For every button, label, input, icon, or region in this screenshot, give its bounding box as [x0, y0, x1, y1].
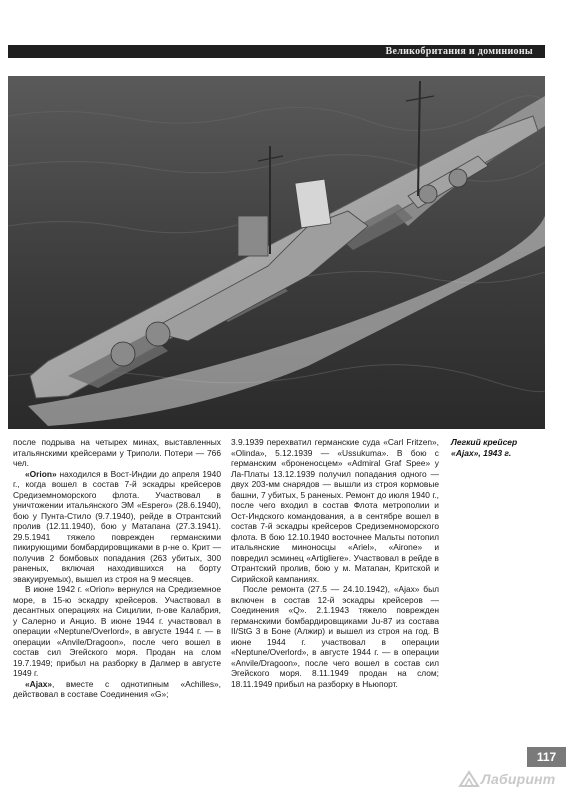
- ship-name: «Ajax»: [25, 678, 53, 689]
- page-number-box: [527, 747, 566, 767]
- text-column-middle: [231, 437, 439, 689]
- paragraph: после подрыва на четырех минах, выставленных итальянскими крейсерами у Триполи. Потери — 766 чел.: [13, 437, 221, 468]
- watermark-text: Лабиринт: [481, 771, 556, 787]
- labirint-logo-icon: [458, 770, 480, 788]
- cruiser-photo-image: [8, 76, 545, 429]
- paragraph-text: находился в Вост-Индии до апреля 1940 г., когда вошел в состав 7-й эскадры крейсеров Средиземноморского флота. Участвовал в уничтожении итальянского ЭМ «Espero» (28.6.1940), бою у Пунта-Стило (9.7.1940), рейде в Отрантский пролив (12.11.1940), бою у Матапана (27.3.1941). 29.5.1941 тяжело поврежден германскими пикирующими бомбардировщиками в р-не о. Крит — получив 2 бомбовых попадания (263 убитых, 300 раненых, включая находившихся на борту эвакуируемых), вышел из строя на 9 месяцев.: [13, 468, 221, 584]
- page-number: 117: [536, 750, 557, 764]
- running-header: Великобритания и доминионы: [385, 46, 533, 57]
- paragraph: После ремонта (27.5 — 24.10.1942), «Ajax» был включен в состав 12-й эскадры крейсеров — Соединения «Q». 2.1.1943 тяжело поврежден германскими бомбардировщиками Ju-87 из состава II/StG 3 в Боне (Алжир) и вышел из строя на год. В июне 1944 г. участвовал в операции «Neptune/Overlord», в августе 1944 г. — в операции «Anvile/Dragoon», после чего вошел в состав сил Эгейского моря. 8.11.1949 продан на слом; 18.11.1949 прибыл на разборку в Ньюпорт.: [231, 584, 439, 689]
- header-bar: [8, 45, 545, 58]
- ship-name: «Orion»: [25, 468, 57, 479]
- caption-line-2: «Ajax», 1943 г.: [451, 448, 512, 458]
- photo-caption: [451, 437, 551, 459]
- paragraph: [13, 469, 221, 585]
- paragraph-text: , вместе с однотипным «Achilles», действовал в составе Соединения «G»;: [13, 678, 221, 699]
- cruiser-photo: [8, 76, 545, 429]
- paragraph: 3.9.1939 перехватил германские суда «Carl Fritzen», «Olinda», 5.12.1939 — «Ussukuma». В бою с германским «броненосцем» «Admiral Graf Spee» у Ла-Платы 13.12.1939 получил попадания одного — двух 203-мм снарядов — вышли из строя кормовые башни, 7 убитых, 5 раненых. Ремонт до июля 1940 г., после чего входил в состав Флота метрополии и Ост-Индского командования, а в сентябре вошел в состав 7-й эскадры крейсеров Средиземноморского флота. В бою 12.10.1940 восточнее Мальты потопил итальянские миноносцы «Ariel», «Airone» и повредил эсминец «Artigliere». Участвовал в рейде в Отрантский пролив, бою у м. Матапан, Критской и Сирийской кампаниях.: [231, 437, 439, 584]
- text-column-left: [13, 437, 221, 700]
- paragraph: В июне 1942 г. «Orion» вернулся на Средиземное море, в 15-ю эскадру крейсеров. Участвовал в десантных операциях на Сицилии, п-ове Калабрия, у Салерно и Анцио. В июне 1944 г. участвовал в операции «Neptune/Overlord», в августе 1944 г. — в операции «Anvile/Dragoon», после чего вошел в состав сил Эгейского моря. Продан на слом 19.7.1949; прибыл на разборку в Далмер в августе 1949 г.: [13, 584, 221, 678]
- watermark: [458, 768, 570, 790]
- paragraph: [13, 679, 221, 700]
- caption-line-1: Легкий крейсер: [451, 437, 518, 447]
